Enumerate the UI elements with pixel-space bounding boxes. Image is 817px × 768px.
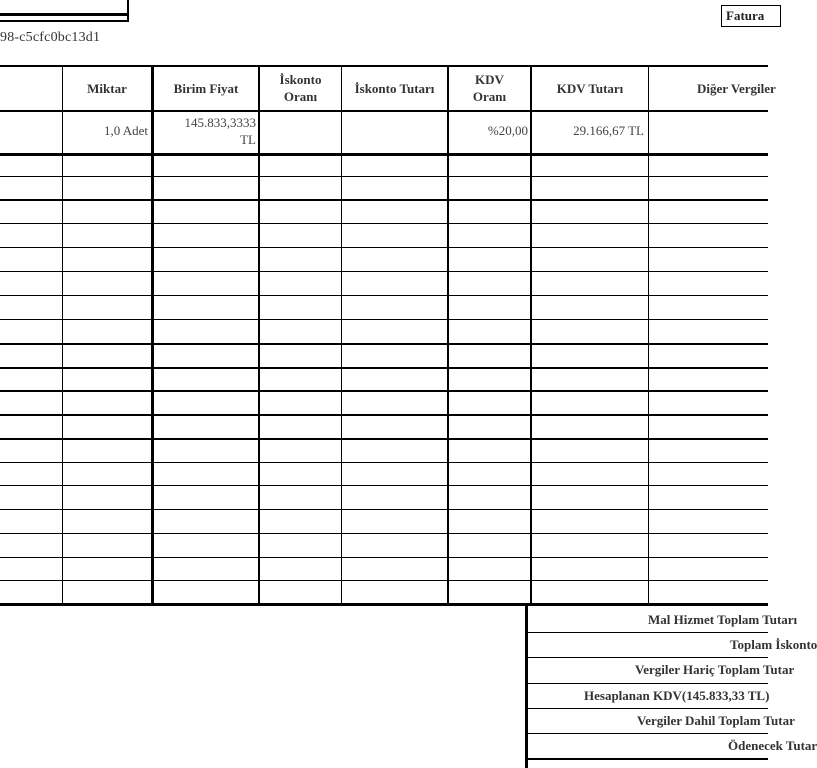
top-left-box (0, 0, 129, 22)
cell-birim-fiyat: 145.833,3333 TL (184, 115, 256, 147)
col-header-iskonto-orani: İskonto Oranı (279, 72, 322, 104)
col-header-diger-vergiler: Diğer Vergiler (697, 81, 776, 96)
col-header-kdv-orani: KDV Oranı (472, 72, 507, 104)
col-header-miktar: Miktar (87, 81, 127, 96)
total-mal-hizmet: Mal Hizmet Toplam Tutarı (648, 612, 798, 627)
total-iskonto: Toplam İskonto (730, 637, 817, 652)
total-vergiler-haric: Vergiler Hariç Toplam Tutar (635, 662, 795, 677)
total-hesaplanan-kdv: Hesaplanan KDV(145.833,33 TL) (584, 688, 770, 703)
ettn-uuid-fragment: 98-c5cfc0bc13d1 (0, 30, 101, 45)
invoice-type-label: Fatura (721, 5, 781, 27)
cell-kdv-orani: %20,00 (487, 123, 528, 138)
cell-miktar: 1,0 Adet (103, 123, 148, 138)
total-vergiler-dahil: Vergiler Dahil Toplam Tutar (637, 713, 795, 728)
total-odenecek: Ödenecek Tutar (728, 738, 817, 753)
cell-kdv-tutari: 29.166,67 TL (573, 123, 644, 138)
col-header-kdv-tutari: KDV Tutarı (556, 81, 624, 96)
col-header-birim-fiyat: Birim Fiyat (173, 81, 239, 96)
col-header-iskonto-tutari: İskonto Tutarı (354, 81, 435, 96)
